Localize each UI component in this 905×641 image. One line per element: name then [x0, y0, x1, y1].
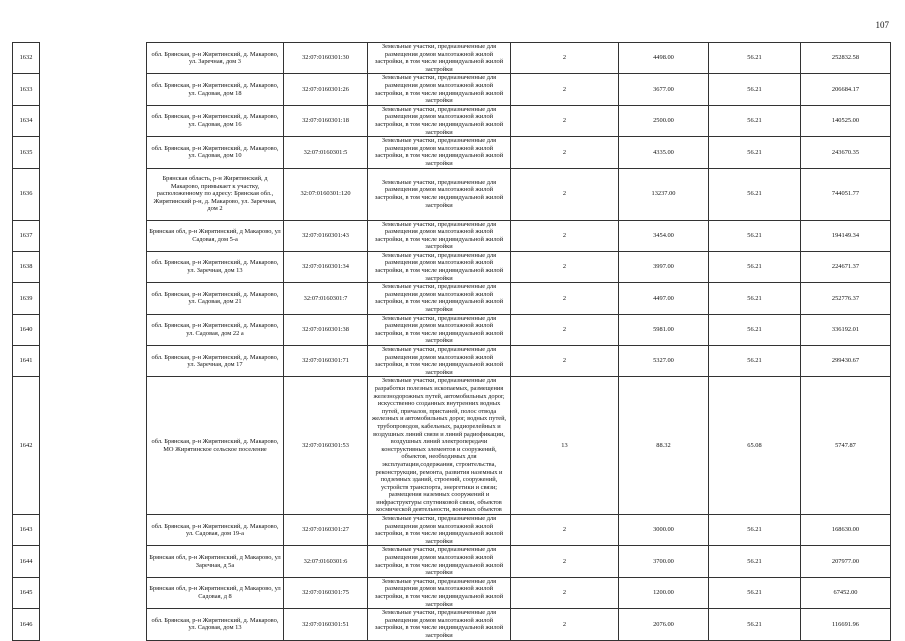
address-cell: обл. Брянская, р-н Жирятинский, д. Макарово, ул. Заречная, дом 17	[147, 346, 284, 377]
address-cell: Брянская область, р-н Жирятинский, д Макарово, примыкает к участку, расположенному по адресу: Брянская обл., Жирятинский р-н, д. Макарово, ул. Заречная, дом 2	[147, 168, 284, 220]
use-group-cell: 2	[511, 515, 619, 546]
address-cell: обл. Брянская, р-н Жирятинский, д. Макарово, ул. Садовая, дом 21	[147, 283, 284, 314]
specific-value-cell: 56.21	[709, 346, 801, 377]
cadastral-value-cell: 252776.37	[801, 283, 891, 314]
address-cell: обл. Брянская, р-н Жирятинский, д. Макарово, ул. Садовая, дом 18	[147, 74, 284, 105]
land-use-cell: Земельные участки, предназначенные для размещения домов малоэтажной жилой застройки, в том числе индивидуальной жилой застройки	[368, 137, 511, 168]
land-use-cell: Земельные участки, предназначенные для размещения домов малоэтажной жилой застройки, в том числе индивидуальной жилой застройки	[368, 74, 511, 105]
land-use-cell: Земельные участки, предназначенные для размещения домов малоэтажной жилой застройки, в том числе индивидуальной жилой застройки	[368, 346, 511, 377]
table-row	[13, 577, 891, 608]
row-number: 1634	[13, 105, 40, 136]
table-row	[13, 346, 891, 377]
row-number: 1637	[13, 220, 40, 251]
table-row	[13, 377, 891, 515]
land-use-cell: Земельные участки, предназначенные для размещения домов малоэтажной жилой застройки, в том числе индивидуальной жилой застройки	[368, 283, 511, 314]
specific-value-cell: 56.21	[709, 314, 801, 345]
table-row	[13, 43, 891, 74]
cadastral-value-cell: 336192.01	[801, 314, 891, 345]
table-row	[13, 251, 891, 282]
table-row	[13, 314, 891, 345]
use-group-cell: 2	[511, 546, 619, 577]
cadastral-number-cell: 32:07:0160301:6	[284, 546, 368, 577]
area-cell: 13237.00	[619, 168, 709, 220]
row-number: 1646	[13, 609, 40, 640]
cadastral-value-cell: 243670.35	[801, 137, 891, 168]
area-cell: 2500.00	[619, 105, 709, 136]
row-number: 1641	[13, 346, 40, 377]
cadastral-value-cell: 744051.77	[801, 168, 891, 220]
address-cell: обл. Брянская, р-н Жирятинский, д. Макарово, МО Жирятинское сельское поселение	[147, 377, 284, 515]
cadastral-number-cell: 32:07:0160301:75	[284, 577, 368, 608]
cadastral-value-cell: 168630.00	[801, 515, 891, 546]
address-cell: обл. Брянская, р-н Жирятинский, д. Макарово, ул. Заречная, дом 13	[147, 251, 284, 282]
use-group-cell: 2	[511, 220, 619, 251]
use-group-cell: 2	[511, 137, 619, 168]
row-number: 1632	[13, 43, 40, 74]
column-gap	[40, 74, 147, 105]
cadastral-number-cell: 32:07:0160301:38	[284, 314, 368, 345]
address-cell: обл. Брянская, р-н Жирятинский, д. Макарово, ул. Садовая, дом 19-а	[147, 515, 284, 546]
cadastral-number-cell: 32:07:0160301:43	[284, 220, 368, 251]
table-row	[13, 137, 891, 168]
address-cell: Брянская обл, р-н Жирятинский, д Макарово, ул Садовая, дом 5-а	[147, 220, 284, 251]
row-number: 1643	[13, 515, 40, 546]
column-gap	[40, 346, 147, 377]
row-number: 1640	[13, 314, 40, 345]
area-cell: 88.32	[619, 377, 709, 515]
specific-value-cell: 56.21	[709, 137, 801, 168]
area-cell: 5981.00	[619, 314, 709, 345]
cadastral-number-cell: 32:07:0160301:34	[284, 251, 368, 282]
row-number: 1642	[13, 377, 40, 515]
column-gap	[40, 251, 147, 282]
column-gap	[40, 220, 147, 251]
cadastral-number-cell: 32:07:0160301:53	[284, 377, 368, 515]
table-row	[13, 105, 891, 136]
cadastral-value-cell: 207977.00	[801, 546, 891, 577]
land-use-cell: Земельные участки, предназначенные для размещения домов малоэтажной жилой застройки, в том числе индивидуальной жилой застройки	[368, 220, 511, 251]
land-registry-table	[12, 42, 891, 641]
row-number: 1635	[13, 137, 40, 168]
cadastral-value-cell: 5747.87	[801, 377, 891, 515]
land-use-cell: Земельные участки, предназначенные для размещения домов малоэтажной жилой застройки, в том числе индивидуальной жилой застройки	[368, 43, 511, 74]
column-gap	[40, 168, 147, 220]
use-group-cell: 2	[511, 577, 619, 608]
area-cell: 2076.00	[619, 609, 709, 640]
specific-value-cell: 56.21	[709, 168, 801, 220]
column-gap	[40, 609, 147, 640]
use-group-cell: 13	[511, 377, 619, 515]
address-cell: обл. Брянская, р-н Жирятинский, д. Макарово, ул. Садовая, дом 22 а	[147, 314, 284, 345]
use-group-cell: 2	[511, 314, 619, 345]
column-gap	[40, 43, 147, 74]
land-use-cell: Земельные участки, предназначенные для размещения домов малоэтажной жилой застройки, в том числе индивидуальной жилой застройки	[368, 515, 511, 546]
page-number: 107	[875, 20, 889, 30]
use-group-cell: 2	[511, 74, 619, 105]
address-cell: Брянская обл, р-н Жирятинский, д Макарово, ул Садовая, д 8	[147, 577, 284, 608]
address-cell: обл. Брянская, р-н Жирятинский, д. Макарово, ул. Садовая, дом 16	[147, 105, 284, 136]
table-row	[13, 220, 891, 251]
specific-value-cell: 56.21	[709, 609, 801, 640]
row-number: 1639	[13, 283, 40, 314]
specific-value-cell: 56.21	[709, 74, 801, 105]
table-body	[13, 43, 891, 641]
cadastral-value-cell: 194149.34	[801, 220, 891, 251]
cadastral-value-cell: 140525.00	[801, 105, 891, 136]
address-cell: Брянская обл, р-н Жирятинский, д Макарово, ул Заречная, д 5а	[147, 546, 284, 577]
row-number: 1636	[13, 168, 40, 220]
area-cell: 3454.00	[619, 220, 709, 251]
cadastral-value-cell: 116691.96	[801, 609, 891, 640]
cadastral-number-cell: 32:07:0160301:5	[284, 137, 368, 168]
use-group-cell: 2	[511, 105, 619, 136]
area-cell: 4335.00	[619, 137, 709, 168]
specific-value-cell: 56.21	[709, 546, 801, 577]
specific-value-cell: 56.21	[709, 220, 801, 251]
land-use-cell: Земельные участки, предназначенные для размещения домов малоэтажной жилой застройки, в том числе индивидуальной жилой застройки	[368, 168, 511, 220]
cadastral-value-cell: 206684.17	[801, 74, 891, 105]
specific-value-cell: 56.21	[709, 515, 801, 546]
land-use-cell: Земельные участки, предназначенные для размещения домов малоэтажной жилой застройки, в том числе индивидуальной жилой застройки	[368, 105, 511, 136]
specific-value-cell: 65.08	[709, 377, 801, 515]
land-use-cell: Земельные участки, предназначенные для размещения домов малоэтажной жилой застройки, в том числе индивидуальной жилой застройки	[368, 609, 511, 640]
cadastral-number-cell: 32:07:0160301:27	[284, 515, 368, 546]
column-gap	[40, 137, 147, 168]
table-row	[13, 515, 891, 546]
row-number: 1633	[13, 74, 40, 105]
area-cell: 3700.00	[619, 546, 709, 577]
use-group-cell: 2	[511, 283, 619, 314]
use-group-cell: 2	[511, 251, 619, 282]
use-group-cell: 2	[511, 168, 619, 220]
address-cell: обл. Брянская, р-н Жирятинский, д. Макарово, ул. Садовая, дом 13	[147, 609, 284, 640]
land-use-cell: Земельные участки, предназначенные для размещения домов малоэтажной жилой застройки, в том числе индивидуальной жилой застройки	[368, 314, 511, 345]
column-gap	[40, 283, 147, 314]
specific-value-cell: 56.21	[709, 283, 801, 314]
area-cell: 3997.00	[619, 251, 709, 282]
cadastral-number-cell: 32:07:0160301:26	[284, 74, 368, 105]
land-use-cell: Земельные участки, предназначенные для размещения домов малоэтажной жилой застройки, в том числе индивидуальной жилой застройки	[368, 251, 511, 282]
table-row	[13, 609, 891, 640]
column-gap	[40, 314, 147, 345]
area-cell: 4497.00	[619, 283, 709, 314]
area-cell: 3000.00	[619, 515, 709, 546]
cadastral-number-cell: 32:07:0160301:7	[284, 283, 368, 314]
cadastral-number-cell: 32:07:0160301:120	[284, 168, 368, 220]
table-row	[13, 168, 891, 220]
use-group-cell: 2	[511, 609, 619, 640]
address-cell: обл. Брянская, р-н Жирятинский, д. Макарово, ул. Заречная, дом 3	[147, 43, 284, 74]
land-use-cell: Земельные участки, предназначенные для размещения домов малоэтажной жилой застройки, в том числе индивидуальной жилой застройки	[368, 546, 511, 577]
row-number: 1645	[13, 577, 40, 608]
column-gap	[40, 546, 147, 577]
table-row	[13, 283, 891, 314]
cadastral-value-cell: 252832.58	[801, 43, 891, 74]
cadastral-number-cell: 32:07:0160301:51	[284, 609, 368, 640]
row-number: 1644	[13, 546, 40, 577]
cadastral-number-cell: 32:07:0160301:71	[284, 346, 368, 377]
use-group-cell: 2	[511, 346, 619, 377]
land-use-cell: Земельные участки, предназначенные для размещения домов малоэтажной жилой застройки, в том числе индивидуальной жилой застройки	[368, 577, 511, 608]
cadastral-number-cell: 32:07:0160301:30	[284, 43, 368, 74]
area-cell: 1200.00	[619, 577, 709, 608]
specific-value-cell: 56.21	[709, 105, 801, 136]
specific-value-cell: 56.21	[709, 43, 801, 74]
specific-value-cell: 56.21	[709, 251, 801, 282]
specific-value-cell: 56.21	[709, 577, 801, 608]
address-cell: обл. Брянская, р-н Жирятинский, д. Макарово, ул. Садовая, дом 10	[147, 137, 284, 168]
use-group-cell: 2	[511, 43, 619, 74]
cadastral-value-cell: 224671.37	[801, 251, 891, 282]
column-gap	[40, 577, 147, 608]
cadastral-number-cell: 32:07:0160301:18	[284, 105, 368, 136]
area-cell: 5327.00	[619, 346, 709, 377]
column-gap	[40, 515, 147, 546]
table-row	[13, 546, 891, 577]
row-number: 1638	[13, 251, 40, 282]
column-gap	[40, 105, 147, 136]
table-row	[13, 74, 891, 105]
cadastral-value-cell: 67452.00	[801, 577, 891, 608]
column-gap	[40, 377, 147, 515]
land-use-cell: Земельные участки, предназначенные для разработки полезных ископаемых, размещения железнодорожных путей, автомобильных дорог, искусственно созданных внутренних водных путей, причалов, пристаней, полос отвода железных и автомобильных дорог, водных путей, трубопроводов, кабельных, радиорелейных и воздушных линий связи и линий радиофикации, воздушных линий электропередачи конструктивных элементов и сооружений, объектов, необходимых для эксплуатации,содержания, строительства, реконструкции, ремонта, развития наземных и подземных зданий, строений, сооружений, устройств транспорта, энергетики и связи; размещения наземных сооружений и инфраструктуры спутниковой связи, объектов космической деятельности, военных объектов	[368, 377, 511, 515]
area-cell: 4498.00	[619, 43, 709, 74]
area-cell: 3677.00	[619, 74, 709, 105]
cadastral-value-cell: 299430.67	[801, 346, 891, 377]
